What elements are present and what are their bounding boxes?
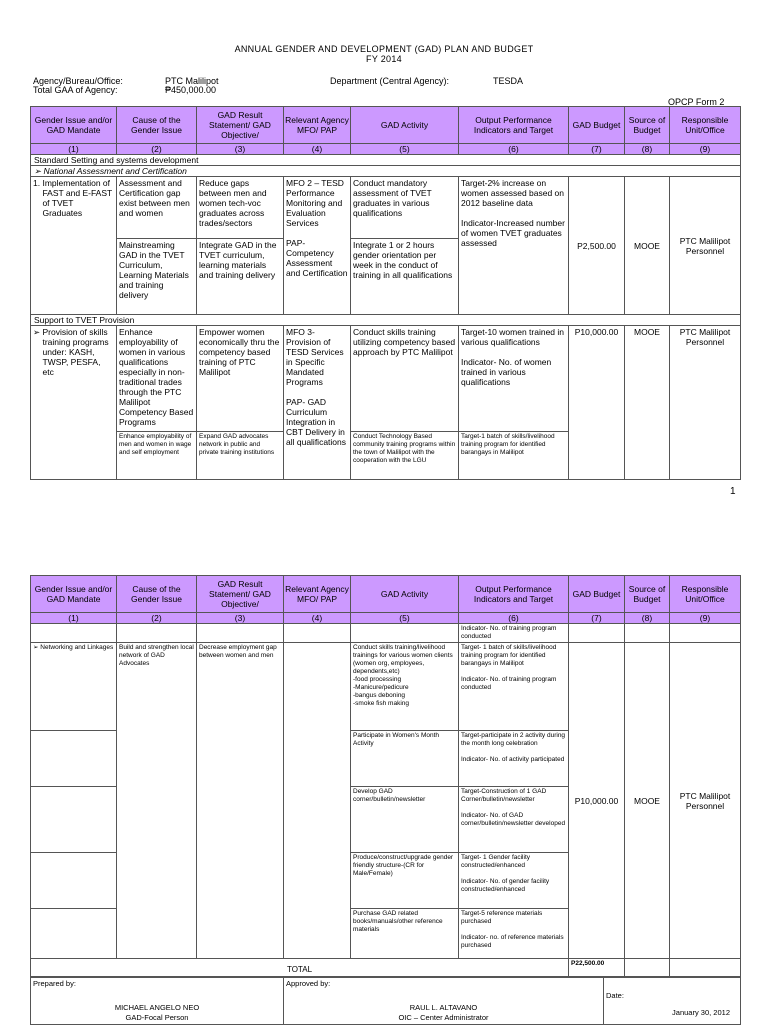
prepared-label: Prepared by: bbox=[33, 979, 76, 988]
activity-cell: Integrate 1 or 2 hours gender orientation per week in the conduct of training in all qualifications bbox=[351, 239, 459, 315]
source-cell: MOOE bbox=[625, 177, 670, 315]
blank-cell bbox=[670, 959, 741, 977]
blank-cell bbox=[31, 853, 117, 909]
col-number: (3) bbox=[197, 144, 284, 155]
gad-plan-table-page1 bbox=[30, 106, 741, 480]
mfo-cell: MFO 3- Provision of TESD Services in Specific Mandated Programs PAP- GAD Curriculum Integration in CBT Delivery in all qualifications bbox=[284, 326, 351, 480]
col-header-activity: GAD Activity bbox=[351, 576, 459, 613]
blank-cell bbox=[625, 624, 670, 643]
col-header-cause: Cause of the Gender Issue bbox=[117, 576, 197, 613]
date-value: January 30, 2012 bbox=[672, 1008, 730, 1017]
output-cell: Indicator- No. of training program conducted bbox=[459, 624, 569, 643]
col-header-source: Source of Budget bbox=[625, 576, 670, 613]
source-cell: MOOE bbox=[625, 643, 670, 959]
page-number: 1 bbox=[730, 486, 736, 497]
col-number: (8) bbox=[625, 613, 670, 624]
activity-cell: Conduct mandatory assessment of TVET graduates in various qualifications bbox=[351, 177, 459, 239]
result-cell: Empower women economically thru the competency based training of PTC Malilipot bbox=[197, 326, 284, 432]
unit-cell: PTC Malilipot Personnel bbox=[670, 326, 741, 480]
section-row bbox=[31, 315, 741, 326]
col-number: (2) bbox=[117, 613, 197, 624]
document-title: ANNUAL GENDER AND DEVELOPMENT (GAD) PLAN AND BUDGET bbox=[234, 44, 534, 54]
result-cell: Expand GAD advocates network in public and private training institutions bbox=[197, 432, 284, 480]
col-number: (3) bbox=[197, 613, 284, 624]
col-number: (7) bbox=[569, 613, 625, 624]
col-number: (6) bbox=[459, 144, 569, 155]
blank-cell bbox=[31, 624, 117, 643]
budget-cell: P2,500.00 bbox=[569, 177, 625, 315]
approved-name: RAUL L. ALTAVANO bbox=[409, 1003, 478, 1012]
blank-cell bbox=[670, 624, 741, 643]
output-cell: Target-5 reference materials purchased Indicator- no. of reference materials purchased bbox=[459, 909, 569, 959]
blank-cell bbox=[351, 624, 459, 643]
cause-cell: Mainstreaming GAD in the TVET Curriculum, Learning Materials and training delivery bbox=[117, 239, 197, 315]
col-number: (1) bbox=[31, 144, 117, 155]
blank-cell bbox=[284, 624, 351, 643]
section-title: Support to TVET Provision bbox=[31, 315, 741, 326]
output-cell: Target-2% increase on women assessed based on 2012 baseline data Indicator-Increased number of women TVET graduates assessed bbox=[459, 177, 569, 315]
col-header-result: GAD Result Statement/ GAD Objective/ bbox=[197, 107, 284, 144]
unit-cell: PTC Malilipot Personnel bbox=[670, 643, 741, 959]
budget-cell: P10,000.00 bbox=[569, 643, 625, 959]
col-number: (4) bbox=[284, 144, 351, 155]
header-row bbox=[31, 107, 741, 144]
col-header-output: Output Performance Indicators and Target bbox=[459, 576, 569, 613]
unit-cell: PTC Malilipot Personnel bbox=[670, 177, 741, 315]
agency-value: PTC Malilipot bbox=[165, 76, 219, 86]
gender-issue-cell: 1. Implementation of FAST and E-FAST of TVET Graduates bbox=[31, 177, 117, 315]
output-cell: Target- 1 Gender facility constructed/enhanced Indicator- No. of gender facility constructed/enhanced bbox=[459, 853, 569, 909]
subsection-row bbox=[31, 166, 741, 177]
section-row bbox=[31, 155, 741, 166]
blank-cell bbox=[31, 731, 117, 787]
source-cell: MOOE bbox=[625, 326, 670, 480]
cause-cell: Enhance employability of men and women in wage and self employment bbox=[117, 432, 197, 480]
date-label: Date: bbox=[606, 991, 624, 1000]
col-number: (9) bbox=[670, 144, 741, 155]
gender-issue-cell: ➢ Networking and Linkages bbox=[31, 643, 117, 731]
cause-cell: Assessment and Certification gap exist between men and women bbox=[117, 177, 197, 239]
col-header-mfo: Relevant Agency MFO/ PAP bbox=[284, 576, 351, 613]
approved-by-cell bbox=[284, 978, 604, 1025]
table-row bbox=[31, 643, 741, 731]
col-header-budget: GAD Budget bbox=[569, 576, 625, 613]
budget-cell: P10,000.00 bbox=[569, 326, 625, 480]
col-number: (5) bbox=[351, 144, 459, 155]
header-number-row bbox=[31, 613, 741, 624]
arrow-bullet-icon: ➢ bbox=[33, 644, 41, 651]
output-cell: Target- 1 batch of skills/livelihood training program for identified barangays in Malilipot Indicator- No. of training program conducted bbox=[459, 643, 569, 731]
section-title: Standard Setting and systems development bbox=[31, 155, 741, 166]
total-label: TOTAL bbox=[31, 959, 569, 977]
gender-issue-cell: ➢ Provision of skills training programs under: KASH, TWSP, PESFA, etc bbox=[31, 326, 117, 480]
result-cell: Reduce gaps between men and women tech-voc graduates across trades/sectors bbox=[197, 177, 284, 239]
activity-cell: Develop GAD corner/bulletin/newsletter bbox=[351, 787, 459, 853]
blank-cell bbox=[569, 624, 625, 643]
col-number: (5) bbox=[351, 613, 459, 624]
col-header-output: Output Performance Indicators and Target bbox=[459, 107, 569, 144]
col-number: (6) bbox=[459, 613, 569, 624]
prepared-name: MICHAEL ANGELO NEO bbox=[114, 1003, 200, 1012]
fiscal-year: FY 2014 bbox=[366, 54, 402, 64]
blank-cell bbox=[117, 624, 197, 643]
activity-cell: Conduct skills training/livelihood trainings for various women clients (women org, employees, dependents,etc) -food processing -Manicure/pedicure -bangus deboning -smoke fish making bbox=[351, 643, 459, 731]
gad-plan-table-page2 bbox=[30, 575, 741, 977]
table-row bbox=[31, 326, 741, 432]
prepared-by-cell bbox=[31, 978, 284, 1025]
col-header-result: GAD Result Statement/ GAD Objective/ bbox=[197, 576, 284, 613]
agency-label: Agency/Bureau/Office: bbox=[33, 76, 123, 86]
prepared-title: GAD-Focal Person bbox=[125, 1013, 189, 1022]
col-number: (2) bbox=[117, 144, 197, 155]
signature-block bbox=[30, 977, 741, 1025]
col-header-mfo: Relevant Agency MFO/ PAP bbox=[284, 107, 351, 144]
total-value: P22,500.00 bbox=[569, 959, 625, 977]
dept-value: TESDA bbox=[493, 76, 524, 86]
col-header-gender-issue: Gender Issue and/or GAD Mandate bbox=[31, 107, 117, 144]
table-row bbox=[31, 624, 741, 643]
output-cell: Target-Construction of 1 GAD Corner/bulletin/newsletter Indicator- No. of GAD corner/bulletin/newsletter developed bbox=[459, 787, 569, 853]
approved-label: Approved by: bbox=[286, 979, 331, 988]
col-number: (4) bbox=[284, 613, 351, 624]
activity-cell: Conduct Technology Based community training programs within the town of Malilipot with the cooperation with the LGU bbox=[351, 432, 459, 480]
col-header-unit: Responsible Unit/Office bbox=[670, 107, 741, 144]
dept-label: Department (Central Agency): bbox=[330, 76, 450, 86]
mfo-cell bbox=[284, 643, 351, 959]
col-number: (7) bbox=[569, 144, 625, 155]
header-row bbox=[31, 576, 741, 613]
output-cell: Target-participate in 2 activity during the month long celebration Indicator- No. of activity participated bbox=[459, 731, 569, 787]
gaa-value: ₱450,000.00 bbox=[165, 85, 217, 95]
col-header-activity: GAD Activity bbox=[351, 107, 459, 144]
col-number: (9) bbox=[670, 613, 741, 624]
cause-cell: Build and strengthen local network of GAD Advocates bbox=[117, 643, 197, 959]
col-number: (8) bbox=[625, 144, 670, 155]
result-cell: Decrease employment gap between women and men bbox=[197, 643, 284, 959]
result-cell: Integrate GAD in the TVET curriculum, learning materials and training delivery bbox=[197, 239, 284, 315]
activity-cell: Produce/construct/upgrade gender friendly structure-(CR for Male/Female) bbox=[351, 853, 459, 909]
col-header-cause: Cause of the Gender Issue bbox=[117, 107, 197, 144]
col-header-source: Source of Budget bbox=[625, 107, 670, 144]
activity-cell: Participate in Women's Month Activity bbox=[351, 731, 459, 787]
blank-cell bbox=[625, 959, 670, 977]
arrow-bullet-icon: ➢ bbox=[34, 166, 44, 176]
output-cell: Target-1 batch of skills/livelihood training program for identified barangays in Malilipot bbox=[459, 432, 569, 480]
header-number-row bbox=[31, 144, 741, 155]
cause-cell: Enhance employability of women in various qualifications especially in non-traditional trades through the PTC Malilipot Competency Based Programs bbox=[117, 326, 197, 432]
activity-cell: Conduct skills training utilizing competency based approach by PTC Malilipot bbox=[351, 326, 459, 432]
col-header-gender-issue: Gender Issue and/or GAD Mandate bbox=[31, 576, 117, 613]
activity-cell: Purchase GAD related books/manuals/other reference materials bbox=[351, 909, 459, 959]
arrow-bullet-icon: ➢ bbox=[33, 327, 43, 337]
table-row bbox=[31, 177, 741, 239]
gaa-label: Total GAA of Agency: bbox=[33, 85, 118, 95]
form-label: OPCP Form 2 bbox=[668, 97, 725, 107]
blank-cell bbox=[31, 909, 117, 959]
mfo-cell: MFO 2 – TESD Performance Monitoring and Evaluation Services PAP- Competency Assessment and Certification bbox=[284, 177, 351, 315]
date-cell bbox=[604, 978, 741, 1025]
subsection-title: ➢ National Assessment and Certification bbox=[31, 166, 741, 177]
approved-title: OIC – Center Administrator bbox=[398, 1013, 489, 1022]
output-cell: Target-10 women trained in various qualifications Indicator- No. of women trained in various qualifications bbox=[459, 326, 569, 432]
col-number: (1) bbox=[31, 613, 117, 624]
total-row bbox=[31, 959, 741, 977]
blank-cell bbox=[31, 787, 117, 853]
blank-cell bbox=[197, 624, 284, 643]
col-header-unit: Responsible Unit/Office bbox=[670, 576, 741, 613]
col-header-budget: GAD Budget bbox=[569, 107, 625, 144]
